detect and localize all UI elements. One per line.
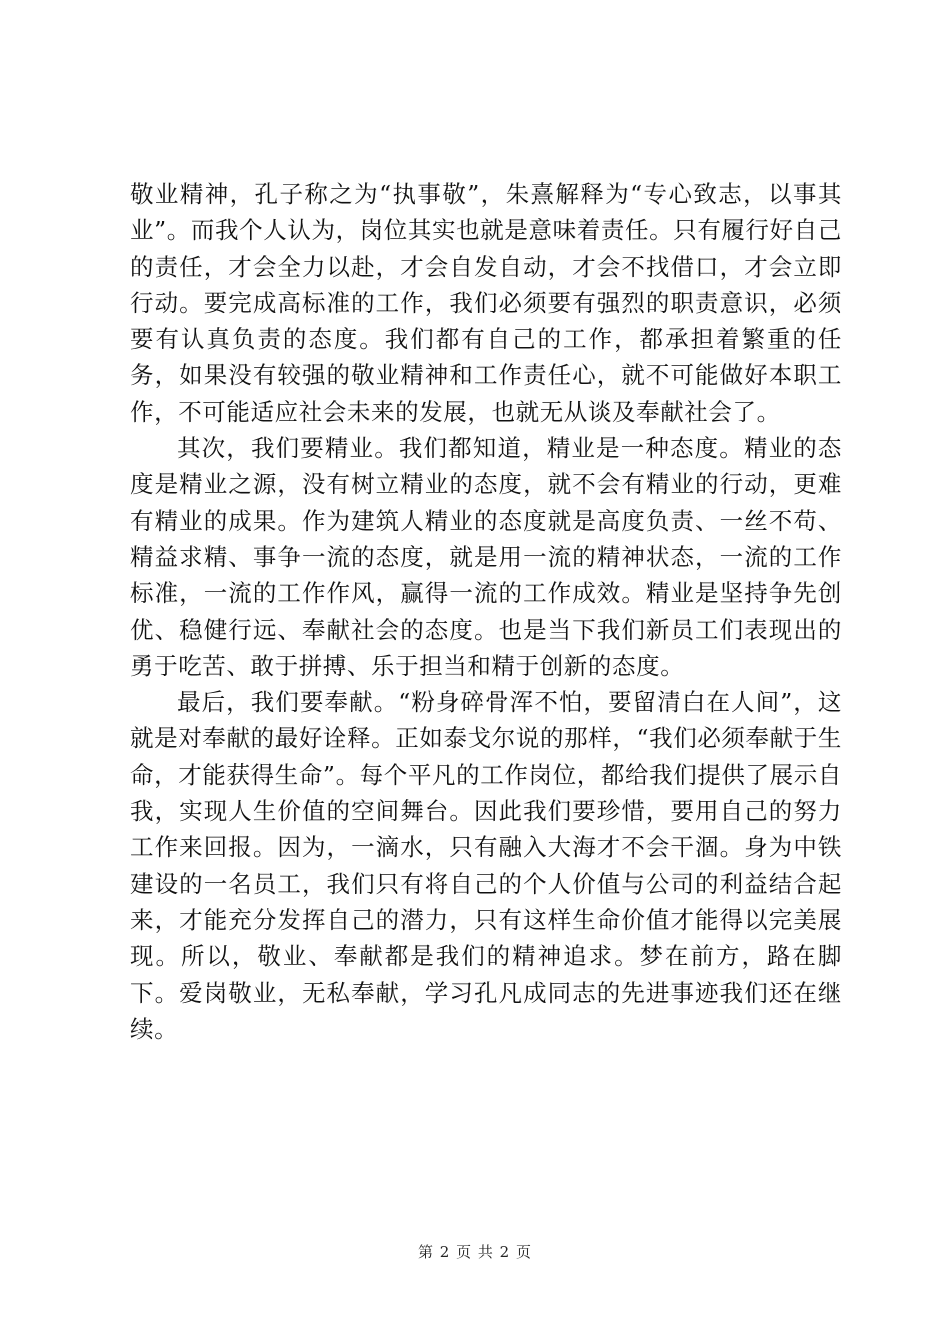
document-body — [130, 176, 842, 1047]
paragraph-dedication: 敬业精神，孔子称之为“执事敬”，朱熹解释为“专心致志，以事其业”。而我个人认为，岗位其实也就是意味着责任。只有履行好自己的责任，才会全力以赴，才会自发自动，才会不找借口，才会立即行动。要完成高标准的工作，我们必须要有强烈的职责意识，必须要有认真负责的态度。我们都有自己的工作，都承担着繁重的任务，如果没有较强的敬业精神和工作责任心，就不可能做好本职工作，不可能适应社会未来的发展，也就无从谈及奉献社会了。 — [130, 180, 842, 426]
paragraph-contribution: 最后，我们要奉献。“粉身碎骨浑不怕，要留清白在人间”，这就是对奉献的最好诠释。正如泰戈尔说的那样，“我们必须奉献于生命，才能获得生命”。每个平凡的工作岗位，都给我们提供了展示自我，实现人生价值的空间舞台。因此我们要珍惜，要用自己的努力工作来回报。因为，一滴水，只有融入大海才不会干涸。身为中铁建设的一名员工，我们只有将自己的个人价值与公司的利益结合起来，才能充分发挥自己的潜力，只有这样生命价值才能得以完美展现。所以，敬业、奉献都是我们的精神追求。梦在前方，路在脚下。爱岗敬业，无私奉献，学习孔凡成同志的先进事迹我们还在继续。 — [130, 688, 842, 1043]
paragraph-excellence: 其次，我们要精业。我们都知道，精业是一种态度。精业的态度是精业之源，没有树立精业的态度，就不会有精业的行动，更难有精业的成果。作为建筑人精业的态度就是高度负责、一丝不苟、精益求精、事争一流的态度，就是用一流的精神状态，一流的工作标准，一流的工作作风，赢得一流的工作成效。精业是坚持争先创优、稳健行远、奉献社会的态度。也是当下我们新员工们表现出的勇于吃苦、敢于拼搏、乐于担当和精于创新的态度。 — [130, 434, 842, 680]
page-number-footer: 第 2 页 共 2 页 — [418, 1243, 532, 1261]
